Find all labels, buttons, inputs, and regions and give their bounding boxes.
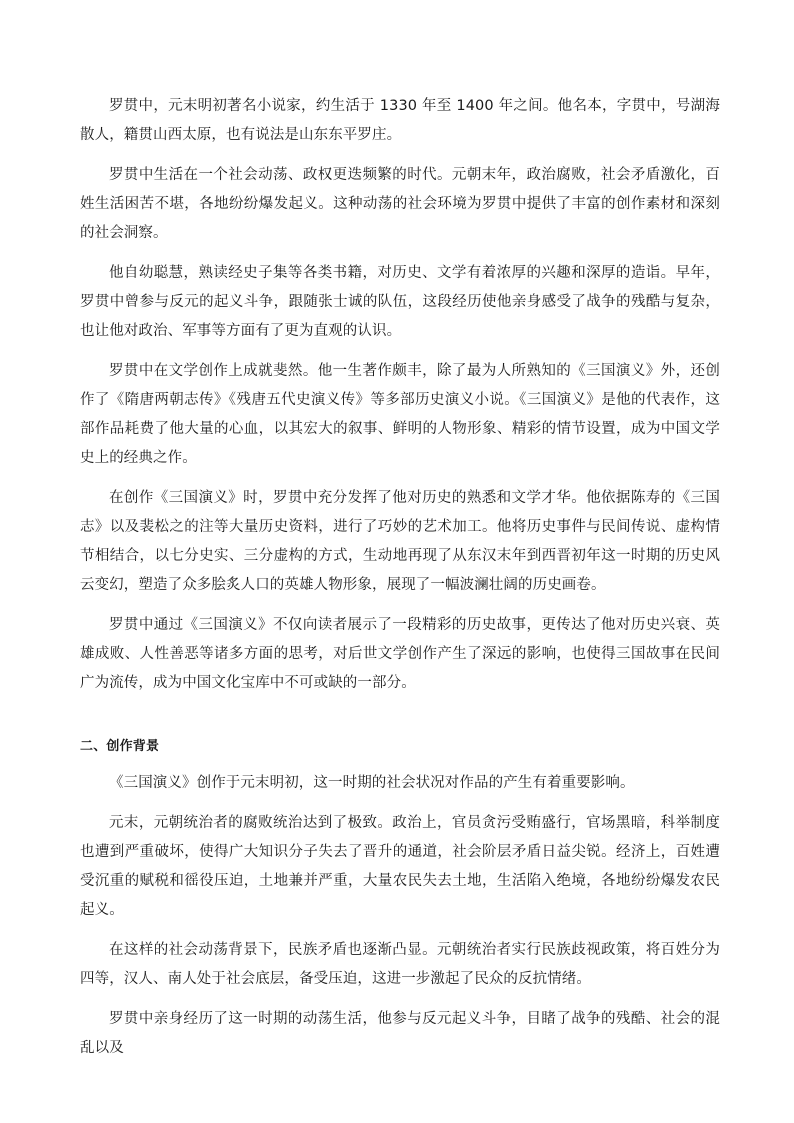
paragraph-literary-works: 罗贯中在文学创作上成就斐然。他一生著作颇丰，除了最为人所熟知的《三国演义》外，还创作了《隋唐两朝志传》《残唐五代史演义传》等多部历史演义小说。《三国演义》是他的代表作，这部作品耗费了他大量的心血，以其宏大的叙事、鲜明的人物形象、精彩的情节设置，成为中国文学史上的经典之作。 bbox=[80, 363, 720, 466]
document-body bbox=[80, 92, 720, 1074]
paragraph-background-intro: 《三国演义》创作于元末明初，这一时期的社会状况对作品的产生有着重要影响。 bbox=[109, 775, 635, 791]
paragraph-personal-experience: 罗贯中亲身经历了这一时期的动荡生活，他参与反元起义斗争，目睹了战争的残酷、社会的混乱以及 bbox=[80, 1011, 720, 1056]
paragraph-author-intro: 罗贯中，元末明初著名小说家，约生活于 1330 年至 1400 年之间。他名本，字贯中，号湖海散人，籍贯山西太原，也有说法是山东东平罗庄。 bbox=[80, 98, 720, 143]
paragraph-ethnic-conflict: 在这样的社会动荡背景下，民族矛盾也逐渐凸显。元朝统治者实行民族歧视政策，将百姓分为四等，汉人、南人处于社会底层，备受压迫，这进一步激起了民众的反抗情绪。 bbox=[80, 942, 720, 987]
paragraph-yuan-politics: 元末，元朝统治者的腐败统治达到了极致。政治上，官员贪污受贿盛行，官场黑暗，科举制度也遭到严重破坏，使得广大知识分子失去了晋升的通道，社会阶层矛盾日益尖锐。经济上，百姓遭受沉重的赋税和徭役压迫，土地兼并严重，大量农民失去土地，生活陷入绝境，各地纷纷爆发农民起义。 bbox=[80, 815, 720, 918]
paragraph-creation-method: 在创作《三国演义》时，罗贯中充分发挥了他对历史的熟悉和文学才华。他依据陈寿的《三国志》以及裴松之的注等大量历史资料，进行了巧妙的艺术加工。他将历史事件与民间传说、虚构情节相结合，以七分史实、三分虚构的方式，生动地再现了从东汉末年到西晋初年这一时期的历史风云变幻，塑造了众多脍炙人口的英雄人物形象，展现了一幅波澜壮阔的历史画卷。 bbox=[80, 490, 720, 593]
paragraph-influence: 罗贯中通过《三国演义》不仅向读者展示了一段精彩的历史故事，更传达了他对历史兴衰、英雄成败、人性善恶等诸多方面的思考，对后世文学创作产生了深远的影响，也使得三国故事在民间广为流传，成为中国文化宝库中不可或缺的一部分。 bbox=[80, 617, 720, 691]
paragraph-social-era: 罗贯中生活在一个社会动荡、政权更迭频繁的时代。元朝末年，政治腐败，社会矛盾激化，百姓生活困苦不堪，各地纷纷爆发起义。这种动荡的社会环境为罗贯中提供了丰富的创作素材和深刻的社会洞察。 bbox=[80, 167, 720, 241]
section-heading-background: 二、创作背景 bbox=[80, 739, 160, 754]
paragraph-early-life: 他自幼聪慧，熟读经史子集等各类书籍，对历史、文学有着浓厚的兴趣和深厚的造诣。早年，罗贯中曾参与反元的起义斗争，跟随张士诚的队伍，这段经历使他亲身感受了战争的残酷与复杂，也让他对政治、军事等方面有了更为直观的认识。 bbox=[80, 265, 720, 339]
